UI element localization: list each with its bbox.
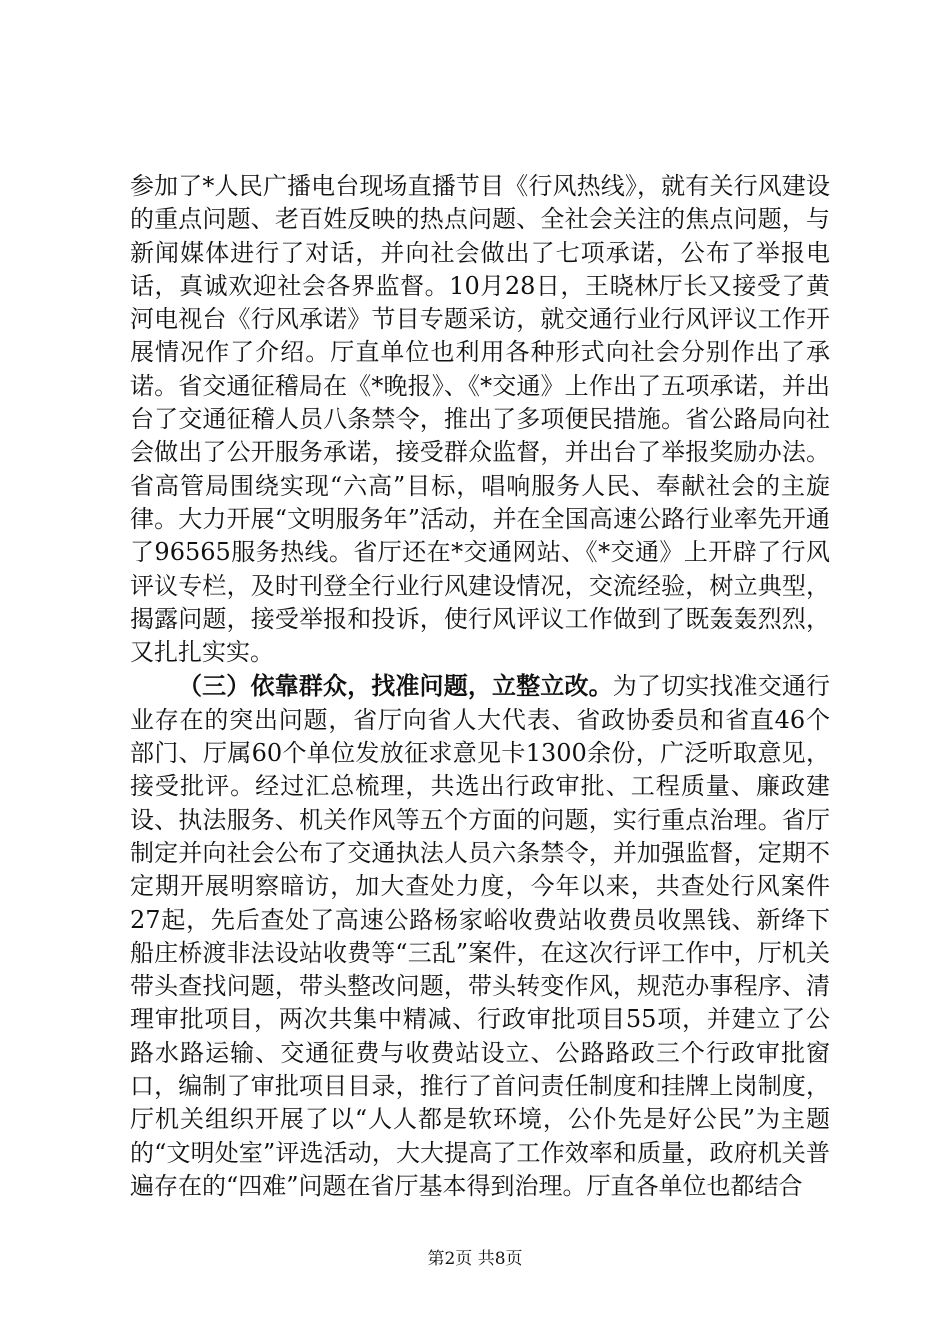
section-heading: （三）依靠群众，找准问题，立整立改。 xyxy=(178,671,613,701)
paragraph-2 xyxy=(130,669,830,1203)
paragraph-1: 参加了*人民广播电台现场直播节目《行风热线》，就有关行风建设的重点问题、老百姓反映的热点问题、全社会关注的焦点问题，与新闻媒体进行了对话，并向社会做出了七项承诺，公布了举报电话，真诚欢迎社会各界监督。10月28日，王晓林厅长又接受了黄河电视台《行风承诺》节目专题采访，就交通行业行风评议工作开展情况作了介绍。厅直单位也利用各种形式向社会分别作出了承诺。省交通征稽局在《*晚报》、《*交通》上作出了五项承诺，并出台了交通征稽人员八条禁令，推出了多项便民措施。省公路局向社会做出了公开服务承诺，接受群众监督，并出台了举报奖励办法。省高管局围绕实现“六高”目标，唱响服务人民、奉献社会的主旋律。大力开展“文明服务年”活动，并在全国高速公路行业率先开通了96565服务热线。省厅还在*交通网站、《*交通》上开辟了行风评议专栏，及时刊登全行业行风建设情况，交流经验，树立典型，揭露问题，接受举报和投诉，使行风评议工作做到了既轰轰烈烈，又扎扎实实。 xyxy=(130,172,830,667)
paragraph-2-text: 为了切实找准交通行业存在的突出问题，省厅向省人大代表、省政协委员和省直46个部门、厅属60个单位发放征求意见卡1300余份，广泛听取意见，接受批评。经过汇总梳理，共选出行政审批、工程质量、廉政建设、执法服务、机关作风等五个方面的问题，实行重点治理。省厅制定并向社会公布了交通执法人员六条禁令，并加强监督，定期不定期开展明察暗访，加大查处力度，今年以来，共查处行风案件27起，先后查处了高速公路杨家峪收费站收费员收黑钱、新绛下船庄桥渡非法设站收费等“三乱”案件，在这次行评工作中，厅机关带头查找问题，带头整改问题，带头转变作风，规范办事程序、清理审批项目，两次共集中精减、行政审批项目55项，并建立了公路水路运输、交通征费与收费站设立、公路路政三个行政审批窗口，编制了审批项目目录，推行了首问责任制度和挂牌上岗制度，厅机关组织开展了以“人人都是软环境，公仆先是好公民”为主题的“文明处室”评选活动，大大提高了工作效率和质量，政府机关普遍存在的“四难”问题在省厅基本得到治理。厅直各单位也都结合 xyxy=(130,672,831,1200)
document-body xyxy=(130,170,830,1203)
page-footer: 第2页 共8页 xyxy=(427,1249,523,1269)
